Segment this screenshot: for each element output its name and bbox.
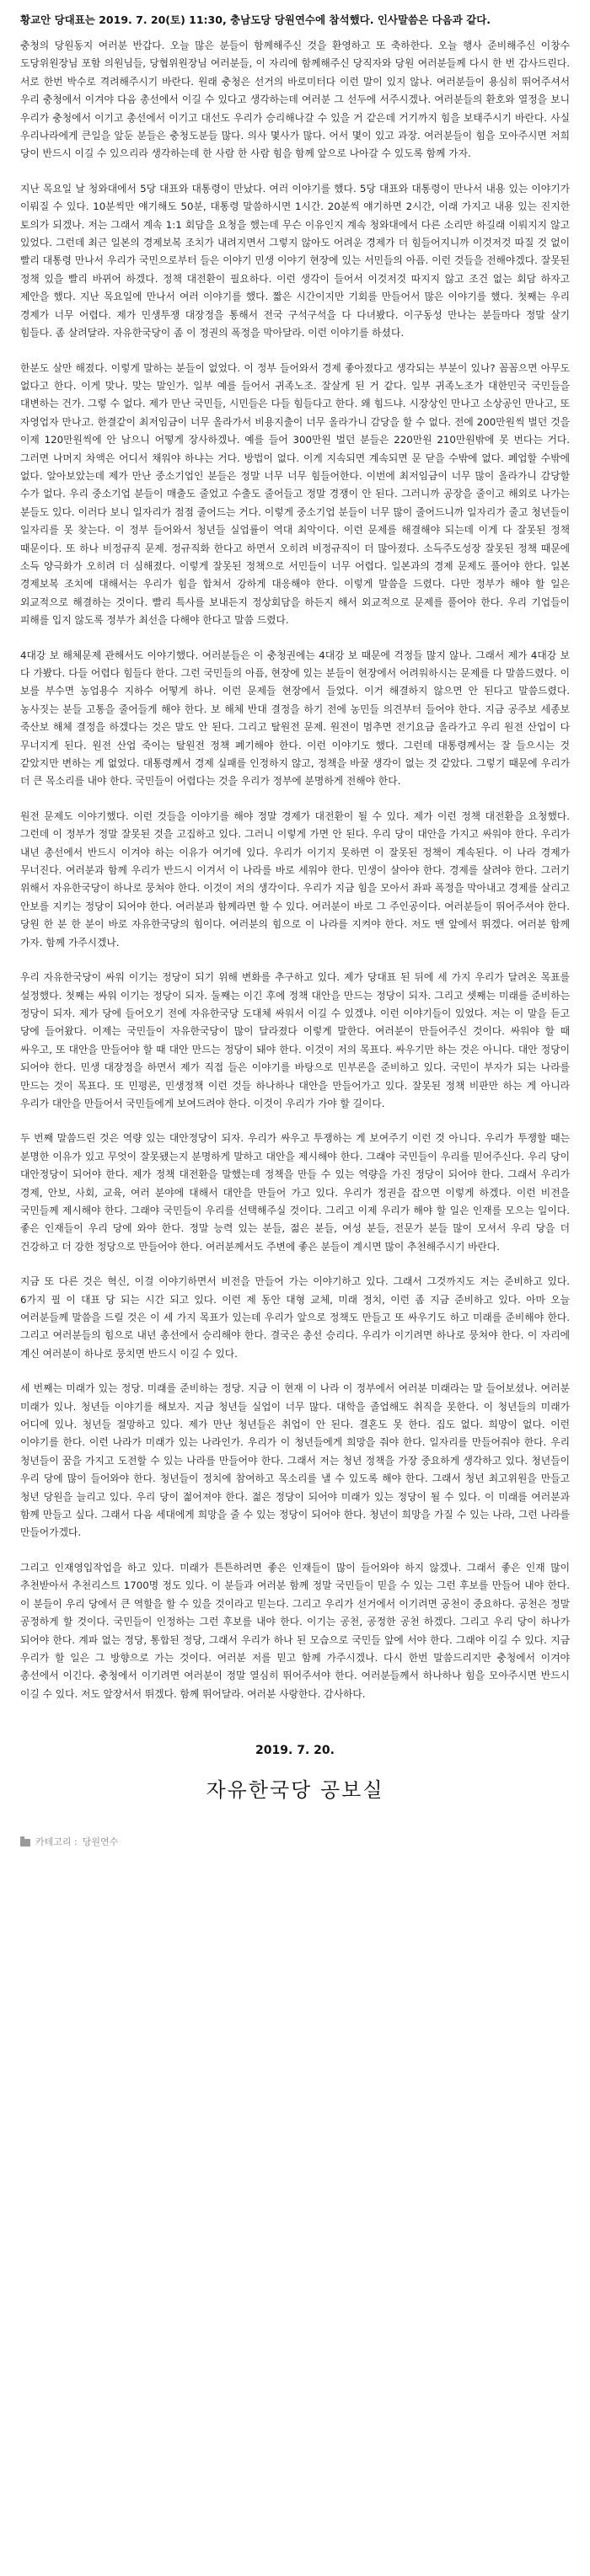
category-link[interactable]: 당원연수 bbox=[82, 1836, 119, 1848]
paragraph-4: 4대강 보 해체문제 관해서도 이야기했다. 여러분들은 이 충청권에는 4대강 보 때문에 걱정들 많지 않나. 그래서 제가 4대강 보 다 가봤다. 다들 어렵다 힘들다 한다. 그런 국민들의 아픔, 현장에 있는 분들이 현장에서 어려워하시는 문제를 다 말씀드렸다. 이 보를 부수면 농업용수 지하수 어떻게 하나. 이런 문제들 현장에서 들었다. 이거 해결하지 않으면 안 된다고 말씀드렸다. 농사짓는 분들 고통을 줄어들게 해야 한다. 보 해체 반대 결정을 하기 전에 농민들 의견부터 들어야 한다. 지금 공주보 세종보 죽산보 해체 결정을 하겠다는 것은 말도 안 된다. 그리고 탈원전 문제. 원전이 멈추면 전기요금 올라가고 우리 원전 산업이 다 무너지게 된다. 원전 산업 죽이는 탈원전 정책 폐기해야 한다. 이런 이야기도 했다. 그런데 대통령께서는 잘 들으시는 것 같았지만 변하는 게 없었다. 대통령께서 경제 실패를 인정하지 않고, 정책을 바꿀 생각이 없는 것 같았다. 그렇기 때문에 우리가 더 큰 목소리를 내야 한다. 국민들이 어렵다는 것을 우리가 정부에 분명하게 전해야 한다. bbox=[20, 649, 571, 788]
paragraph-5: 원전 문제도 이야기했다. 이런 것들을 이야기를 해야 정말 경제가 대전환이 될 수 있다. 제가 이런 정책 대전환을 요청했다. 그런데 이 정부가 정말 잘못된 것을 고집하고 있다. 그러니 이렇게 가면 안 된다. 우리 당이 대안을 가지고 싸워야 한다. 우리가 내년 총선에서 반드시 이겨야 하는 이유가 여기에 있다. 우리가 이기지 못하면 이 잘못된 정책이 계속된다. 이 나라 경제가 무너진다. 여러분과 함께 우리가 반드시 이겨서 이 나라를 바로 세워야 한다. 민생이 살아야 한다. 경제를 살려야 한다. 그러기 위해서 자유한국당이 하나로 뭉쳐야 한다. 이것이 저의 생각이다. 우리가 지금 힘을 모아서 좌파 폭정을 막아내고 경제를 살리고 안보를 지키는 정당이 되어야 한다. 여러분과 함께라면 할 수 있다. 여러분이 바로 그 주인공이다. 여러분들이 뛰어주셔야 한다. 당원 한 분 한 분이 바로 자유한국당의 힘이다. 여러분의 힘으로 이 나라를 지켜야 한다. 저도 맨 앞에서 뛰겠다. 여러분 함께 가자. 함께 가주시겠나. bbox=[20, 810, 570, 949]
headline: 황교안 당대표는 2019. 7. 20(토) 11:30, 충남도당 당원연수에 참석했다. 인사말씀은 다음과 같다. bbox=[20, 13, 491, 26]
paragraph-9: 세 번째는 미래가 있는 정당. 미래를 준비하는 정당. 지금 이 현재 이 나라 이 정부에서 여러분 미래라는 말 들어보셨나. 여러분 미래가 있나. 청년들 이야기를 해보자. 지금 청년들 실업이 너무 많다. 대학을 졸업해도 취직을 못한다. 이 청년들의 미래가 어디에 있나. 청년들 절망하고 있다. 제가 만난 청년들은 취업이 안 된다. 결혼도 못 한다. 집도 없다. 희망이 없다. 이런 이야기를 한다. 이런 나라가 미래가 있는 나라인가. 우리가 이 청년들에게 희망을 줘야 한다. 일자리를 만들어줘야 한다. 우리 청년들이 꿈을 가지고 도전할 수 있는 나라를 만들어야 한다. 그래서 저는 청년 정책을 가장 중요하게 생각하고 있다. 청년들이 우리 당에 많이 들어와야 한다. 청년들이 정치에 참여하고 목소리를 낼 수 있도록 해야 한다. 그래서 청년 최고위원을 만들고 청년 당원을 늘리고 있다. 우리 당이 젊어져야 한다. 젊은 정당이 되어야 미래가 있는 정당이 될 수 있다. 이 미래를 여러분과 함께 만들고 싶다. 그래서 다음 세대에게 희망을 줄 수 있는 정당이 되어야 한다. 청년이 희망을 가질 수 있는 나라, 그런 나라를 만들어가겠다. bbox=[20, 1382, 570, 1539]
paragraph-8: 지금 또 다른 것은 혁신, 이걸 이야기하면서 비전을 만들어 가는 이야기하고 있다. 그래서 그것까지도 저는 준비하고 있다. 6가지 필 이 대표 당 되는 시간 되고 있다. 이런 제 동안 대형 교체, 미래 정치, 이런 좀 지금 준비하고 있다. 아마 오늘 여러분들께 말씀을 드릴 것은 이 세 가지 목표가 있는데 우리가 앞으로 정책도 만들고 또 싸우기도 하고 미래를 준비해야 한다. 그리고 여러분들의 힘으로 내년 총선에서 승리해야 한다. 결국은 총선 승리다. 우리가 이기려면 하나로 뭉쳐야 한다. 이 자리에 계신 여러분이 하나로 뭉치면 반드시 이길 수 있다. bbox=[20, 1275, 570, 1360]
category-bar bbox=[20, 1830, 570, 1848]
paragraph-2: 지난 목요일 날 청와대에서 5당 대표와 대통령이 만났다. 여러 이야기를 했다. 5당 대표와 대통령이 만나서 내용 있는 이야기가 이뤄질 수 있다. 10분씩만 얘기해도 50분, 대통령 말씀하시면 1시간. 20분씩 얘기하면 2시간, 이래 가지고 내용 있는 진지한 토의가 되겠나. 저는 그래서 계속 1:1 회담을 요청을 했는데 무슨 이유인지 계속 청와대에서 다른 소리만 하길래 이뤄지지 않고 있었다. 그런데 최근 일본의 경제보복 조치가 내려지면서 그렇지 않아도 어려운 경제가 더 힘들어지니까 이것저것 따질 것 없이 빨리 대통령 만나서 우리가 국민으로부터 들은 이야기 민생 이야기 현장에 있는 서민들의 아픔. 이런 것들을 전해야겠다. 잘못된 정책 있을 빨리 바뀌어 하겠다. 정책 대전환이 필요하다. 이런 생각이 들어서 이것저것 따지지 않고 조건 없는 회담 하자고 제안을 했다. 지난 목요일에 만나서 여러 이야기를 했다. 짧은 시간이지만 기회를 만들어서 많은 이야기를 했다. 첫째는 우리 경제가 너무 어렵다. 제가 민생투쟁 대장정을 통해서 전국 구석구석을 다 다녀봤다. 이구동성 만나는 분들마다 정말 살기 힘들다. 좀 살려달라. 자유한국당이 좀 이 정권의 폭정을 막아달라. 이런 이야기를 하셨다. bbox=[20, 182, 570, 339]
release-date: 2019. 7. 20. bbox=[255, 1744, 335, 1758]
paragraph-10: 그리고 인재영입작업을 하고 있다. 미래가 튼튼하려면 좋은 인재들이 많이 들어와야 하지 않겠나. 그래서 좋은 인재 많이 추천받아서 추천리스트 1700명 정도 있다. 이 분들과 여러분 함께 정말 국민들이 믿을 수 있는 그런 후보를 만들어 내야 한다. 이 분들이 우리 당에서 큰 역할을 할 수 있을 것이라고 믿는다. 그리고 우리가 선거에서 이기려면 공천이 중요하다. 공천은 정말 공정하게 할 것이다. 국민들이 인정하는 그런 후보를 내야 한다. 이기는 공천, 공정한 공천 하겠다. 그리고 우리 당이 하나가 되어야 한다. 계파 없는 정당, 통합된 정당, 그래서 우리가 하나 된 모습으로 국민들 앞에 서야 한다. 그래야 이길 수 있다. 지금 우리가 할 일은 그 방향으로 가는 것이다. 여러분 저를 믿고 함께 가주시겠나. 다시 한번 말씀드리지만 충청에서 이겨야 총선에서 이긴다. 충청에서 이기려면 여러분이 정말 열심히 뛰어주셔야 한다. 여러분들께서 하나하나 힘을 모아주시면 반드시 이길 수 있다. 저도 앞장서서 뛰겠다. 함께 뛰어달라. 여러분 사랑한다. 감사하다. bbox=[20, 1561, 570, 1700]
paragraph-3: 한분도 살만 해졌다. 이렇게 말하는 분들이 없었다. 이 정부 들어와서 경제 좋아졌다고 생각되는 부분이 있나? 꼼꼼으면 아무도 없다고 한다. 이게 맞나. 맞는 말인가. 일부 예를 들어서 귀족노조. 잘살게 된 거 같다. 일부 귀족노조가 대한민국 국민들을 대변하는 건가. 그렇 수 없다. 제가 만난 국민들, 시민들은 다들 힘들다고 한다. 왜 힘드냐. 시장상인 만나고 소상공인 만나고, 또 자영업자 만나고. 한결같이 최저임금이 너무 올라가서 비용지출이 너무 올라가니 감당을 할 수 없다. 전에 200만원씩 벌던 것을 이제 120만원씩에 안 남으니 어떻게 장사하겠나. 예를 들어 300만원 벌던 분들은 220만원 210만원밖에 못 번다는 거다. 그러면 나머지 차액은 어디서 채워야 하냐는 거다. 방법이 없다. 이게 지속되면 계속되면 문 닫을 수밖에 없다. 폐업할 수밖에 없다. 알아보았는데 제가 만난 중소기업인 분들은 정말 너무 너무 힘들어한다. 이번에 최저임금이 너무 많이 올라가니 감당할 수가 없다. 우리 중소기업 분들이 매출도 줄었고 수출도 줄어들고 정말 경쟁이 안 된다. 그러니까 공장을 줄이고 해외로 나가는 분들도 있다. 이러다 보니 일자리가 점점 줄어드는 거다. 이렇게 중소기업 분들이 너무 많이 줄어드니까 일자리가 줄고 청년들이 일자리를 못 찾는다. 이 정부 들어와서 청년들 실업률이 역대 최악이다. 이런 문제를 해결해야 되는데 이게 다 잘못된 정책 때문이다. 또 하나 비정규직 문제. 정규직화 한다고 하면서 오히려 비정규직이 더 많아졌다. 소득주도성장 잘못된 정책 때문에 소득 양극화가 오히려 더 심해졌다. 이렇게 잘못된 정책으로 서민들이 너무 어렵다. 일본과의 경제 문제도 풀어야 한다. 일본 경제보복 조치에 대해서는 우리가 힘을 합쳐서 강하게 대응해야 한다. 이렇게 말씀을 드렸다. 다만 정부가 해야 할 일은 외교적으로 해결하는 것이다. 빨리 특사를 보내든지 정상회담을 하든지 해서 외교적으로 문제를 풀어야 한다. 우리 기업들이 피해를 입지 않도록 정부가 최선을 다해야 한다고 말씀 드렸다. bbox=[20, 361, 570, 627]
paragraph-1: 충청의 당원동지 여러분 반갑다. 오늘 많은 분들이 함께해주신 것을 환영하고 또 축하한다. 오늘 행사 준비해주신 이창수 도당위원장님 포함 의원님들, 당협위원장님 여러분들, 이 자리에 함께해주신 당직자와 당원 여러분들께 다시 한 번 감사드린다. 서로 한번 박수로 격려해주시기 바란다. 원래 충청은 선거의 바로미터다 이런 말이 있지 않나. 여러분들이 용심히 뛰어주셔서 우리 충청에서 이겨야 다음 총선에서 이길 수 있다고 생각하는데 여러분 그 선두에 서주시겠나. 여러분들의 환호와 열정을 보니 우리가 충청에서 이기고 총선에서 이기고 대선도 우리가 승리해나갈 수 있을 거 같은데 거기까지 힘을 보태주시기 바란다. 사실 우리나라에게 큰일을 앞둔 분들은 충청도분들 많다. 의사 몇사가 많다. 어서 몇이 있고 과장. 여러분들이 힘을 모아주시면 저희 당이 반드시 이길 수 있으리라 생각하는데 한 사람 한 사람 힘을 함께 앞으로 나아갈 수 있도록 함께 가자. bbox=[20, 40, 570, 160]
paragraph-6: 우리 자유한국당이 싸워 이기는 정당이 되기 위해 변화를 추구하고 있다. 제가 당대표 된 뒤에 세 가지 우리가 달려온 목표를 설정했다. 첫째는 싸워 이기는 정당이 되자. 둘째는 이긴 후에 정책 대안을 만드는 정당이 되자. 그리고 셋째는 미래를 준비하는 정당이 되자. 제가 당에 들어오기 전에 자유한국당 도대체 싸워서 이길 수 있겠냐. 이런 이야기들이 있었다. 저는 이 말을 듣고 당에 들어왔다. 이제는 국민들이 자유한국당이 많이 달라졌다 이렇게 말한다. 여러분이 만들어주신 것이다. 싸워야 할 때 싸우고, 또 대안을 만들어야 할 때 대안 만드는 정당이 돼야 한다. 이것이 저의 목표다. 싸우기만 하는 것은 아니다. 대안 정당이 되어야 한다. 민생 대장정을 하면서 제가 직접 들은 이야기를 바탕으로 민부론을 준비하고 있다. 국민이 부자가 되는 나라를 만드는 것이 목표다. 또 민평론, 민생정책 이런 것들 하나하나 대안을 만들어가고 있다. 잘못된 정책 비판만 하는 게 아니라 우리가 대안을 만들어서 국민들에게 보여드려야 한다. 이것이 우리가 가야 할 길이다. bbox=[20, 971, 570, 1109]
folder-icon bbox=[20, 1839, 30, 1846]
paragraph-7: 두 번째 말씀드린 것은 역량 있는 대안정당이 되자. 우리가 싸우고 투쟁하는 게 보여주기 이런 것 아니다. 우리가 투쟁할 때는 분명한 이유가 있고 무엇이 잘못됐는지 분명하게 말하고 대안을 제시해야 한다. 그래야 국민들이 우리를 믿어주신다. 우리 당이 대안정당이 되어야 한다. 제가 정책 대전환을 말했는데 정책을 만들 수 있는 역량을 가진 정당이 되어야 한다. 그래서 우리가 경제, 안보, 사회, 교육, 여러 분야에 대해서 대안을 만들어 가고 있다. 우리가 정권을 잡으면 이렇게 하겠다. 이런 비전을 국민들께 제시해야 한다. 그래야 국민들이 우리를 선택해주실 것이다. 그리고 이제 우리가 해야 할 일은 인재를 모으는 일이다. 좋은 인재들이 우리 당에 와야 한다. 정말 능력 있는 분들, 젊은 분들, 여성 분들, 전문가 분들 많이 모셔서 우리 당을 더 건강하고 더 강한 정당으로 만들어야 한다. 여러분께서도 주변에 좋은 분들이 계시면 많이 추천해주시기 바란다. bbox=[20, 1132, 570, 1253]
signature: 자유한국당 공보실 bbox=[206, 1778, 384, 1803]
speech-body bbox=[20, 37, 570, 1703]
category-label: 카테고리 : bbox=[35, 1836, 78, 1848]
